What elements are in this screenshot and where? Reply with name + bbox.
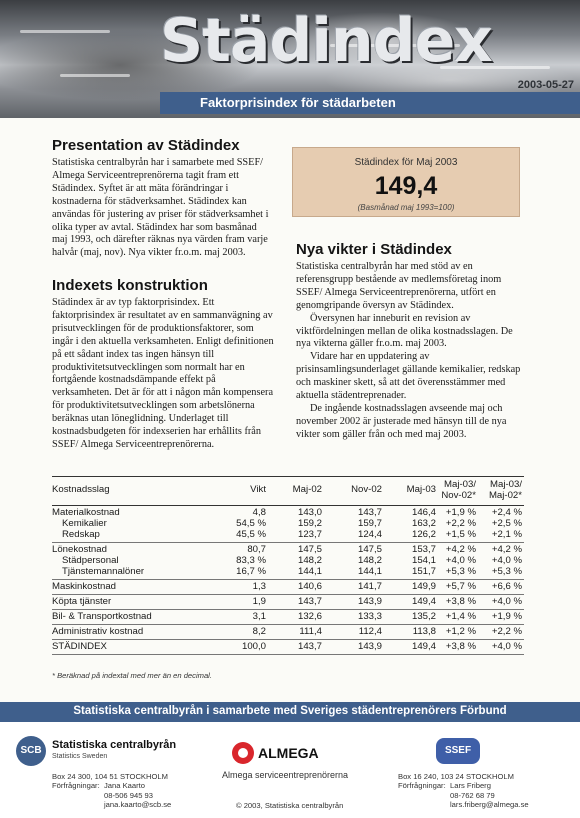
table-header <box>52 476 524 506</box>
row-label: Redskap <box>62 529 100 540</box>
row-label: Kemikalier <box>62 518 107 529</box>
table-cell: 111,4 <box>299 626 322 637</box>
almega-name: ALMEGA <box>258 745 319 761</box>
table-cell: 147,5 <box>297 544 322 555</box>
table-cell: 159,7 <box>357 518 382 529</box>
table-cell: 159,2 <box>297 518 322 529</box>
subtitle: Faktorprisindex för städarbeten <box>200 95 396 110</box>
index-value: 149,4 <box>374 172 438 200</box>
ssef-contact <box>450 781 529 810</box>
row-label: Städpersonal <box>62 555 119 566</box>
table-cell: 112,4 <box>358 626 382 637</box>
row-label: Tjänstemannalöner <box>62 566 145 577</box>
table-cell: 140,6 <box>297 581 322 592</box>
table-cell: 80,7 <box>247 544 266 555</box>
wave-highlight <box>60 74 130 77</box>
contact-email[interactable]: lars.friberg@almega.se <box>450 800 529 809</box>
table-row <box>52 596 524 607</box>
row-label: Administrativ kostnad <box>52 626 144 637</box>
column-header: Vikt <box>250 484 266 495</box>
table-cell: +4,0 % <box>445 555 476 566</box>
table-cell: 151,7 <box>411 566 436 577</box>
table-cell: 163,2 <box>411 518 436 529</box>
scb-subtitle: Statistics Sweden <box>52 753 108 760</box>
section-construction <box>52 277 274 452</box>
scb-logo-icon: SCB <box>16 736 46 766</box>
table-cell: 143,7 <box>297 641 322 652</box>
table-cell: 143,9 <box>357 596 382 607</box>
table-row <box>52 611 524 622</box>
table-row <box>52 566 524 577</box>
publication-date: 2003-05-27 <box>517 79 574 91</box>
table-row <box>52 507 524 518</box>
table-cell: +1,5 % <box>445 529 476 540</box>
table-group <box>52 581 524 595</box>
index-base-note: (Basmånad maj 1993=100) <box>357 203 455 212</box>
table-cell: 124,4 <box>357 529 382 540</box>
table-cell: 141,7 <box>357 581 382 592</box>
table-row <box>52 529 524 540</box>
table-cell: +1,4 % <box>445 611 476 622</box>
table-row <box>52 555 524 566</box>
table-group <box>52 544 524 580</box>
table-cell: +4,0 % <box>491 641 522 652</box>
table-cell: 149,4 <box>411 596 436 607</box>
paragraph: Vidare har en uppdatering av prisinsamlingsunderlaget gällande kemikalier, redskap och maskiner skett, så att det överensstämmer med aktuella städentreprenader. <box>296 351 521 402</box>
table-cell: 147,5 <box>357 544 382 555</box>
table-cell: 143,7 <box>297 596 322 607</box>
table-cell: 8,2 <box>252 626 266 637</box>
section-new-weights <box>296 241 524 442</box>
table-cell: 154,1 <box>411 555 436 566</box>
row-label: Lönekostnad <box>52 544 107 555</box>
almega-subtitle: Almega serviceentreprenörerna <box>222 770 349 780</box>
table-cell: 4,8 <box>252 507 266 518</box>
index-table <box>52 476 524 655</box>
section-body: Städindex är av typ faktorprisindex. Ett faktorprisindex är resultatet av en sammanvägning av prisutvecklingen för de produktionsfaktorer, som ingår i den aktuella verksamheten. Enligt definitionen på ett sådant index tas ingen hänsyn till produktivitetsutvecklingen som normalt har en fortgående kostnadsdämpande effekt på verksamheten. Det är för att i någon mån kompensera för produktivitetsutvecklingen som arbetslönerna beräknas utan löneglidning. Underlaget till kostnadsbudgeten för indexserien har erhållits från SSEF/ Almega Serviceentreprenörerna. <box>52 297 274 450</box>
paragraph: De ingående kostnadsslagen avseende maj och november 2002 är justerade med hänsyn till de nya vikter som gäller från och med maj 2003. <box>296 402 507 440</box>
table-cell: 132,6 <box>297 611 322 622</box>
column-header: Maj-03 <box>406 484 436 495</box>
table-cell: 113,8 <box>412 626 436 637</box>
footer <box>0 722 580 818</box>
section-body <box>296 261 524 442</box>
table-cell: +4,2 % <box>491 544 522 555</box>
section-heading: Indexets konstruktion <box>52 277 208 294</box>
contact-name: Lars Friberg <box>450 781 491 790</box>
row-label: Materialkostnad <box>52 507 120 518</box>
section-heading: Presentation av Städindex <box>52 137 240 154</box>
table-footnote: * Beräknad på indextal med mer än en decimal. <box>52 671 212 680</box>
table-cell: 148,2 <box>297 555 322 566</box>
table-cell: 54,5 % <box>236 518 266 529</box>
table-cell: 83,3 % <box>236 555 266 566</box>
paragraph: Statistiska centralbyrån har med stöd av en referensgrupp bestående av medlemsföretag inom SSEF/ Almega Serviceentreprenörerna, utfört en genomgripande översyn av Städindex. <box>296 261 502 311</box>
almega-logo-icon <box>232 742 254 764</box>
table-cell: 143,9 <box>357 641 382 652</box>
subtitle-bar <box>160 92 580 114</box>
table-cell: +5,7 % <box>445 581 476 592</box>
table-cell: 143,7 <box>357 507 382 518</box>
table-cell: 148,2 <box>357 555 382 566</box>
table-row <box>52 641 524 652</box>
table-cell: 135,2 <box>411 611 436 622</box>
scb-name: Statistiska centralbyrån <box>52 739 177 751</box>
table-cell: 3,1 <box>252 611 266 622</box>
table-cell: +5,3 % <box>445 566 476 577</box>
scb-address: Box 24 300, 104 51 STOCKHOLM <box>52 772 168 781</box>
table-cell: 144,1 <box>357 566 382 577</box>
ssef-logo-icon: SSEF <box>436 738 480 764</box>
table-cell: +2,5 % <box>491 518 522 529</box>
table-cell: 45,5 % <box>236 529 266 540</box>
table-cell: +1,9 % <box>445 507 476 518</box>
column-header: Maj-03/ Nov-02* <box>441 479 476 501</box>
page-title: Städindex <box>160 6 492 76</box>
column-header: Kostnadsslag <box>52 484 110 495</box>
table-cell: 153,7 <box>411 544 436 555</box>
row-label: STÄDINDEX <box>52 641 107 652</box>
table-cell: 100,0 <box>241 641 266 652</box>
table-cell: +2,4 % <box>491 507 522 518</box>
banner-text: Statistiska centralbyrån i samarbete med Sveriges städentreprenörers Förbund <box>73 705 507 717</box>
row-label: Maskinkostnad <box>52 581 116 592</box>
table-group <box>52 641 524 655</box>
row-label: Bil- & Transportkostnad <box>52 611 152 622</box>
ssef-contact-label: Förfrågningar: <box>398 781 446 790</box>
scb-contact <box>104 781 171 810</box>
header-banner <box>0 0 580 118</box>
index-label: Städindex för Maj 2003 <box>354 157 458 168</box>
column-header: Maj-03/ Maj-02* <box>488 479 522 501</box>
ssef-address: Box 16 240, 103 24 STOCKHOLM <box>398 772 514 781</box>
contact-phone: 08-762 68 79 <box>450 790 495 800</box>
table-cell: +2,2 % <box>445 518 476 529</box>
section-body: Statistiska centralbyrån har i samarbete med SSEF/ Almega Serviceentreprenörerna tagit fram ett Städindex. Syftet är att mäta förändringar i kostnaderna för städverksamhet. Städindex kan användas för justering av priser för städverksamhet i olika typer av avtal. Städindex har som basmånad maj 1993, och därefter räknas nya värden fram varje halvår (maj, nov). Nya vikter fr.o.m. maj 2003. <box>52 157 269 259</box>
table-cell: 1,3 <box>252 581 266 592</box>
table-row <box>52 544 524 555</box>
table-group <box>52 611 524 625</box>
table-cell: 144,1 <box>297 566 322 577</box>
table-cell: +4,0 % <box>491 596 522 607</box>
table-cell: 16,7 % <box>236 566 266 577</box>
table-cell: 143,0 <box>297 507 322 518</box>
copyright: © 2003, Statistiska centralbyrån <box>236 801 344 810</box>
section-presentation <box>52 137 274 260</box>
table-cell: +3,8 % <box>445 641 476 652</box>
table-row <box>52 626 524 637</box>
paragraph: Översynen har inneburit en revision av viktfördelningen mellan de olika kostnadsslagen. De nya vikterna gäller fr.o.m. maj 2003. <box>296 312 513 350</box>
table-cell: +3,8 % <box>445 596 476 607</box>
cooperation-banner <box>0 702 580 722</box>
table-cell: 123,7 <box>297 529 322 540</box>
table-cell: +4,0 % <box>491 555 522 566</box>
table-body <box>52 507 524 655</box>
table-cell: 133,3 <box>357 611 382 622</box>
wave-highlight <box>20 30 110 33</box>
contact-name: Jana Kaarto <box>104 781 145 790</box>
contact-email[interactable]: jana.kaarto@scb.se <box>104 800 172 809</box>
column-header: Nov-02 <box>351 484 382 495</box>
scb-contact-label: Förfrågningar: <box>52 781 100 790</box>
table-cell: +4,2 % <box>445 544 476 555</box>
column-header: Maj-02 <box>292 484 322 495</box>
table-cell: +1,9 % <box>491 611 522 622</box>
row-label: Köpta tjänster <box>52 596 112 607</box>
table-cell: 126,2 <box>411 529 436 540</box>
table-cell: +5,3 % <box>491 566 522 577</box>
table-row <box>52 518 524 529</box>
table-cell: 149,9 <box>411 581 436 592</box>
index-value-box <box>292 147 520 217</box>
table-row <box>52 581 524 592</box>
table-cell: 1,9 <box>252 596 266 607</box>
contact-phone: 08-506 945 93 <box>104 790 153 800</box>
table-cell: +6,6 % <box>491 581 522 592</box>
table-group <box>52 507 524 543</box>
table-cell: 146,4 <box>411 507 436 518</box>
section-heading: Nya vikter i Städindex <box>296 241 452 258</box>
table-cell: 149,4 <box>411 641 436 652</box>
table-cell: +1,2 % <box>445 626 476 637</box>
table-cell: +2,1 % <box>491 529 522 540</box>
table-cell: +2,2 % <box>491 626 522 637</box>
table-group <box>52 596 524 610</box>
table-group <box>52 626 524 640</box>
